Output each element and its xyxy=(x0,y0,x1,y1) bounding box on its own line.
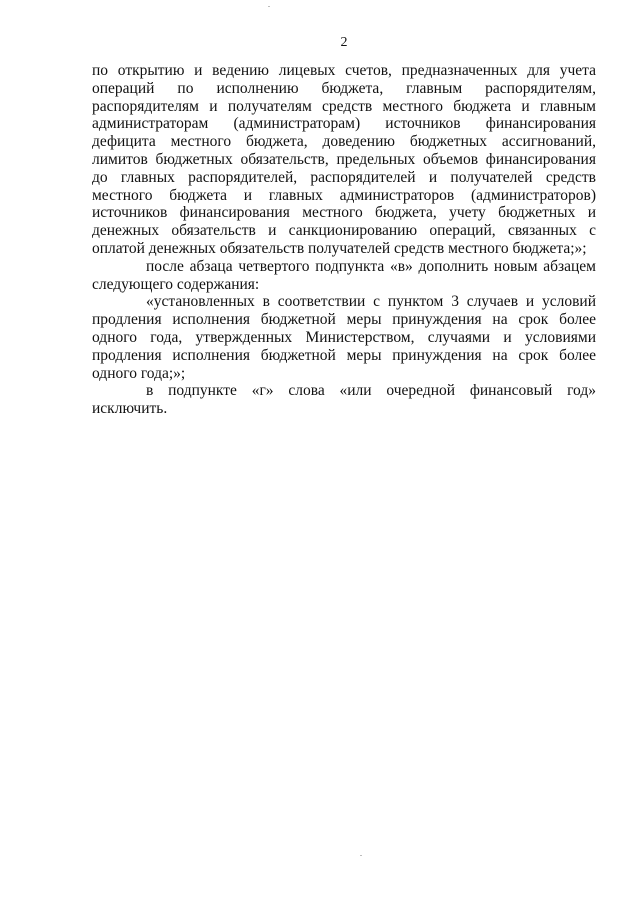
scan-speck-bottom xyxy=(360,855,362,856)
document-body xyxy=(92,62,596,418)
page-number: 2 xyxy=(340,35,348,50)
paragraph-amendment-g: в подпункте «г» слова «или очередной финансовый год» исключить. xyxy=(92,382,596,418)
paragraph-continuation: по открытию и ведению лицевых счетов, предназначенных для учета операций по исполнению бюджета, главным распорядителям, распорядителям и получателям средств местного бюджета и главным администраторам (администраторам) источников финансирования дефицита местного бюджета, доведению бюджетных ассигнований, лимитов бюджетных обязательств, предельных объемов финансирования до главных распорядителей, распорядителей и получателей средств местного бюджета и главных администраторов (администраторов) источников финансирования местного бюджета, учету бюджетных и денежных обязательств и санкционированию операций, связанных с оплатой денежных обязательств получателей средств местного бюджета;»; xyxy=(92,62,596,257)
paragraph-amendment-v: после абзаца четвертого подпункта «в» дополнить новым абзацем следующего содержания: xyxy=(92,257,596,293)
scan-speck-top xyxy=(268,6,270,7)
paragraph-quoted-text: «установленных в соответствии с пунктом 3 случаев и условий продления исполнения бюджетной меры принуждения на срок более одного года, утвержденных Министерством, случаями и условиями продления исполнения бюджетной меры принуждения на срок более одного года;»; xyxy=(92,293,596,382)
